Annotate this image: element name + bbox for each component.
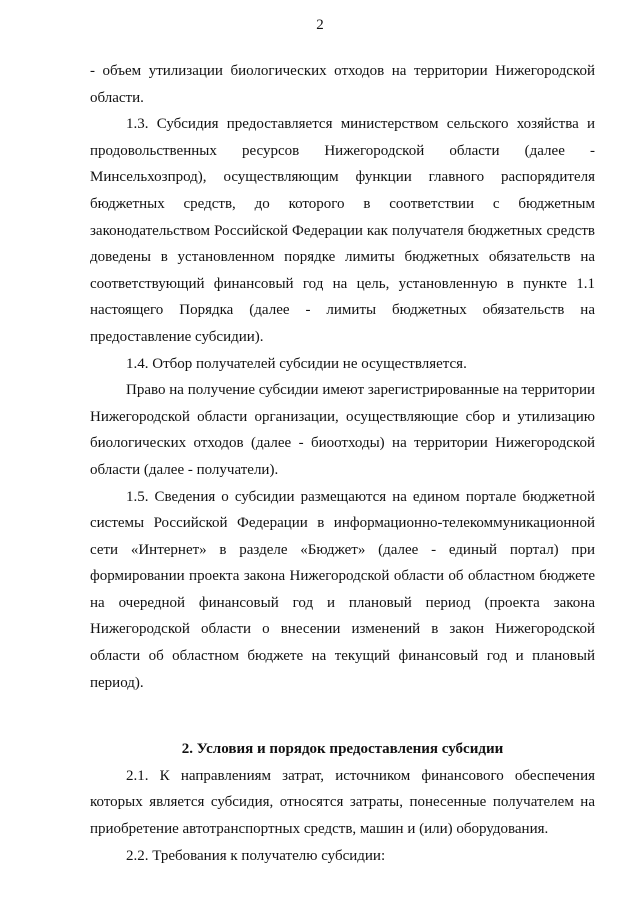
section-heading: 2. Условия и порядок предоставления субсидии [181, 741, 504, 758]
paragraph-1-4: 1.4. Отбор получателей субсидии не осуществляется. [126, 355, 467, 372]
paragraph-eligibility: Право на получение субсидии имеют зарегистрированные на территории Нижегородской области организации, осуществляющие сбор и утилизацию биологических отходов (далее - биоотходы) на территории Нижегородской области (далее - получатели). [90, 382, 595, 478]
paragraph-2-1: 2.1. К направлениям затрат, источником финансового обеспечения которых является субсидия, относятся затраты, понесенные получателем на приобретение автотранспортных средств, машин и (или) оборудования. [90, 767, 595, 838]
paragraph-1-3: 1.3. Субсидия предоставляется министерством сельского хозяйства и продовольственных ресурсов Нижегородской области (далее - Минсельхозпрод), осуществляющим функции главного распорядителя бюджетных средств, до которого в соответствии с бюджетным законодательством Российской Федерации как получателя бюджетных средств доведены в установленном порядке лимиты бюджетных обязательств на соответствующий финансовый год на цель, установленную в пункте 1.1 настоящего Порядка (далее - лимиты бюджетных обязательств на предоставление субсидии). [90, 116, 595, 345]
paragraph-utilization-volume: - объем утилизации биологических отходов на территории Нижегородской области. [90, 63, 595, 106]
document-body [90, 58, 595, 869]
page-number: 2 [316, 17, 324, 33]
paragraph-1-5: 1.5. Сведения о субсидии размещаются на едином портале бюджетной системы Российской Федерации в информационно-телекоммуникационной сети «Интернет» в разделе «Бюджет» (далее - единый портал) при формировании проекта закона Нижегородской области об областном бюджете на очередной финансовый год и плановый период (проекта закона Нижегородской области о внесении изменений в закон Нижегородской области об областном бюджете на текущий финансовый год и плановый период). [90, 488, 595, 691]
paragraph-2-2: 2.2. Требования к получателю субсидии: [126, 847, 386, 864]
